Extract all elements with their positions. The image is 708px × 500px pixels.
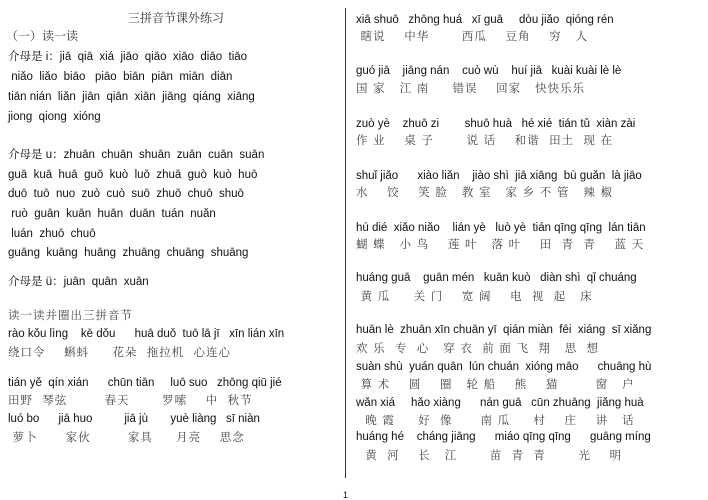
section-heading: （一）读一读 <box>6 29 79 43</box>
column-divider <box>345 8 346 478</box>
hanzi-line: 黄 河 长 江 苗 青 青 光 明 <box>356 448 623 462</box>
pinyin-line: duō tuō nuo zuò cuò suō zhuō chuō shuō <box>8 188 244 200</box>
hanzi-line: 算 术 圆 圈 轮 船 熊 猫 窗 户 <box>356 377 635 391</box>
hanzi-line: 国 家 江 南 错误 回家 快快乐乐 <box>356 81 586 95</box>
pinyin-line: tiān nián liǎn jiān qiān xiān jiāng qiáng xiāng <box>8 91 255 103</box>
pinyin-line: ruò guān kuān huān duān tuán nuǎn <box>8 208 216 220</box>
pinyin-line: niǎo liǎo biāo piāo biān piān miān diān <box>8 71 233 83</box>
pinyin-line: guāng kuāng huāng zhuāng chuāng shuāng <box>8 247 249 259</box>
pinyin-line: huān lè zhuān xīn chuān yī qián miàn fēi xiáng sī xiǎng <box>356 324 652 336</box>
hanzi-line: 绕口令 蝌蚪 花朵 拖拉机 心连心 <box>8 345 232 359</box>
pinyin-line: luó bo jiā huo jiā jù yuè liàng sī niàn <box>8 413 260 425</box>
pinyin-line: tián yě qín xián chūn tiān luō suo zhōng qiū jié <box>8 377 282 389</box>
pinyin-line: huáng guā guān mén kuān kuò diàn shì qǐ chuáng <box>356 272 637 284</box>
page-number: 1 <box>343 490 349 500</box>
pinyin-line: zuò yè zhuō zi shuō huà hé xié tián tǔ xiàn zài <box>356 118 636 130</box>
pinyin-line: guó jiā jiāng nán cuò wù huí jiā kuài kuài lè lè <box>356 65 622 77</box>
pinyin-line: suàn shù yuán quān lún chuán xióng māo chuāng hù <box>356 361 652 373</box>
hanzi-line: 作 业 桌 子 说 话 和谐 田土 现 在 <box>356 133 614 147</box>
hanzi-line: 欢 乐 专 心 穿 衣 前 面 飞 翔 思 想 <box>356 341 600 355</box>
pinyin-line: jiong qiong xióng <box>8 111 101 123</box>
pinyin-line: guā kuā huā guō kuò luō zhuā guò kuò huō <box>8 169 258 181</box>
hanzi-line: 水 饺 笑 脸 教 室 家 乡 不 管 辣 椒 <box>356 185 614 199</box>
hanzi-line: 晚 霞 好 像 南 瓜 村 庄 讲 话 <box>356 413 635 427</box>
hanzi-line: 田野 琴弦 春天 罗嗦 中 秋节 <box>8 393 253 407</box>
pinyin-line: 介母是 i：jiā qiā xiá jiāo qiāo xiāo diāo tiāo <box>8 51 248 63</box>
document-title: 三拼音节课外练习 <box>128 11 225 25</box>
pinyin-line: 介母是 u：zhuān chuān shuān zuān cuān suān <box>8 149 265 161</box>
hanzi-line: 读一读并圈出三拼音节 <box>8 308 133 322</box>
pinyin-line: 介母是 ü：juān quān xuān <box>8 276 149 288</box>
pinyin-line: rào kǒu lìng kē dǒu huā duǒ tuō lā jī xīn lián xīn <box>8 328 285 340</box>
pinyin-line: huáng hé cháng jiāng miáo qīng qīng guāng míng <box>356 431 651 443</box>
pinyin-line: xiā shuō zhōng huá xī guā dòu jiǎo qióng rén <box>356 14 614 26</box>
hanzi-line: 黄 瓜 关 门 宽 阔 电 视 起 床 <box>356 289 593 303</box>
pinyin-line: shuǐ jiǎo xiào liǎn jiào shì jiā xiāng bù guǎn là jiāo <box>356 170 642 182</box>
pinyin-line: luán zhuō chuō <box>8 228 96 240</box>
hanzi-line: 蝴 蝶 小 鸟 莲 叶 落 叶 田 青 青 蓝 天 <box>356 237 645 251</box>
hanzi-line: 瞎说 中华 西瓜 豆角 穷 人 <box>356 29 589 43</box>
hanzi-line: 萝卜 家伙 家具 月亮 思念 <box>8 430 245 444</box>
pinyin-line: wǎn xiá hǎo xiàng nán guā cūn zhuāng jiǎng huà <box>356 397 644 409</box>
pinyin-line: hú dié xiǎo niǎo lián yè luò yè tián qīng qīng lán tiān <box>356 222 646 234</box>
